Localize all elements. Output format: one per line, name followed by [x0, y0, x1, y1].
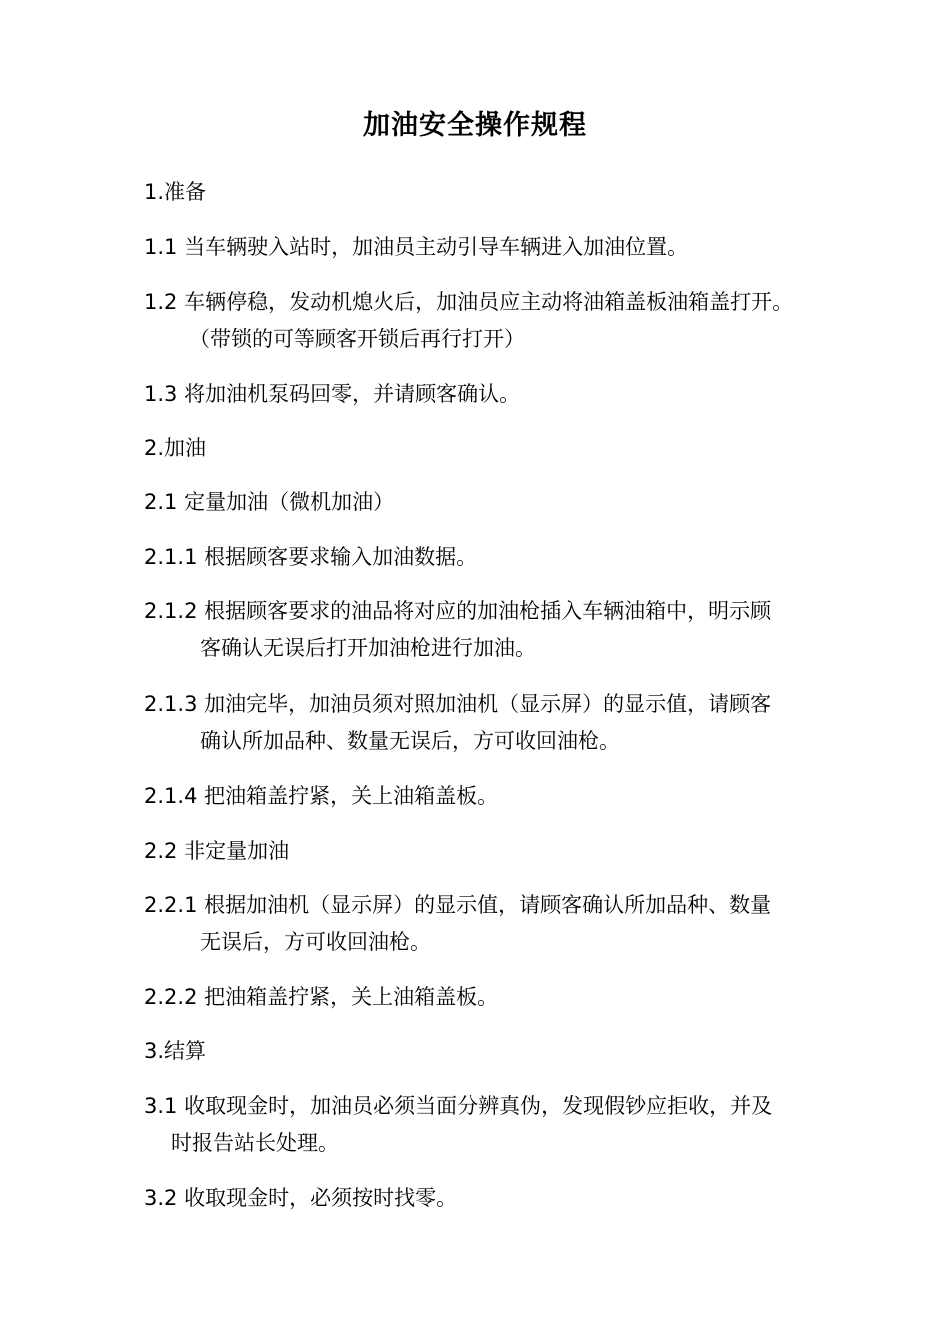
paragraph-line: 2.1.1 根据顾客要求输入加油数据。	[144, 545, 478, 569]
paragraph-line: 1.3 将加油机泵码回零，并请顾客确认。	[144, 382, 521, 406]
section-heading-1	[144, 174, 834, 211]
clause-1-3	[144, 376, 834, 413]
paragraph-line: 1.2 车辆停稳，发动机熄火后，加油员应主动将油箱盖板油箱盖打开。	[144, 290, 794, 314]
clause-2-1-3	[144, 686, 834, 760]
clause-2-2	[144, 833, 834, 870]
paragraph-line: 1.准备	[144, 180, 207, 204]
paragraph-line: 3.2 收取现金时，必须按时找零。	[144, 1186, 458, 1210]
paragraph-line: 1.1 当车辆驶入站时，加油员主动引导车辆进入加油位置。	[144, 235, 689, 259]
clause-3-2	[144, 1180, 834, 1217]
clause-2-2-1	[144, 887, 834, 961]
clause-2-1-4	[144, 778, 834, 815]
section-heading-3	[144, 1033, 834, 1070]
clause-2-1-1	[144, 539, 834, 576]
paragraph-line-continuation: 确认所加品种、数量无误后，方可收回油枪。	[200, 729, 620, 753]
paragraph-line: 2.加油	[144, 436, 207, 460]
clause-1-1	[144, 229, 834, 266]
clause-2-1-2	[144, 593, 834, 667]
paragraph-line: 2.2.1 根据加油机（显示屏）的显示值，请顾客确认所加品种、数量	[144, 893, 772, 917]
section-heading-2	[144, 430, 834, 467]
paragraph-line-continuation: （带锁的可等顾客开锁后再行打开）	[189, 327, 525, 351]
paragraph-line: 2.1.3 加油完毕，加油员须对照加油机（显示屏）的显示值，请顾客	[144, 692, 772, 716]
paragraph-line: 3.1 收取现金时，加油员必须当面分辨真伪，发现假钞应拒收，并及	[144, 1094, 773, 1118]
clause-2-1	[144, 484, 834, 521]
paragraph-line: 2.1 定量加油（微机加油）	[144, 490, 395, 514]
paragraph-line: 2.2 非定量加油	[144, 839, 290, 863]
clause-2-2-2	[144, 979, 834, 1016]
paragraph-line: 2.2.2 把油箱盖拧紧，关上油箱盖板。	[144, 985, 499, 1009]
clause-3-1	[144, 1088, 834, 1162]
paragraph-line-continuation: 客确认无误后打开加油枪进行加油。	[200, 636, 536, 660]
paragraph-line-continuation: 时报告站长处理。	[171, 1131, 339, 1155]
paragraph-line: 2.1.4 把油箱盖拧紧，关上油箱盖板。	[144, 784, 499, 808]
paragraph-line: 3.结算	[144, 1039, 207, 1063]
document-title: 加油安全操作规程	[363, 110, 587, 141]
clause-1-2	[144, 284, 834, 358]
paragraph-line-continuation: 无误后，方可收回油枪。	[200, 930, 431, 954]
paragraph-line: 2.1.2 根据顾客要求的油品将对应的加油枪插入车辆油箱中，明示顾	[144, 599, 772, 623]
